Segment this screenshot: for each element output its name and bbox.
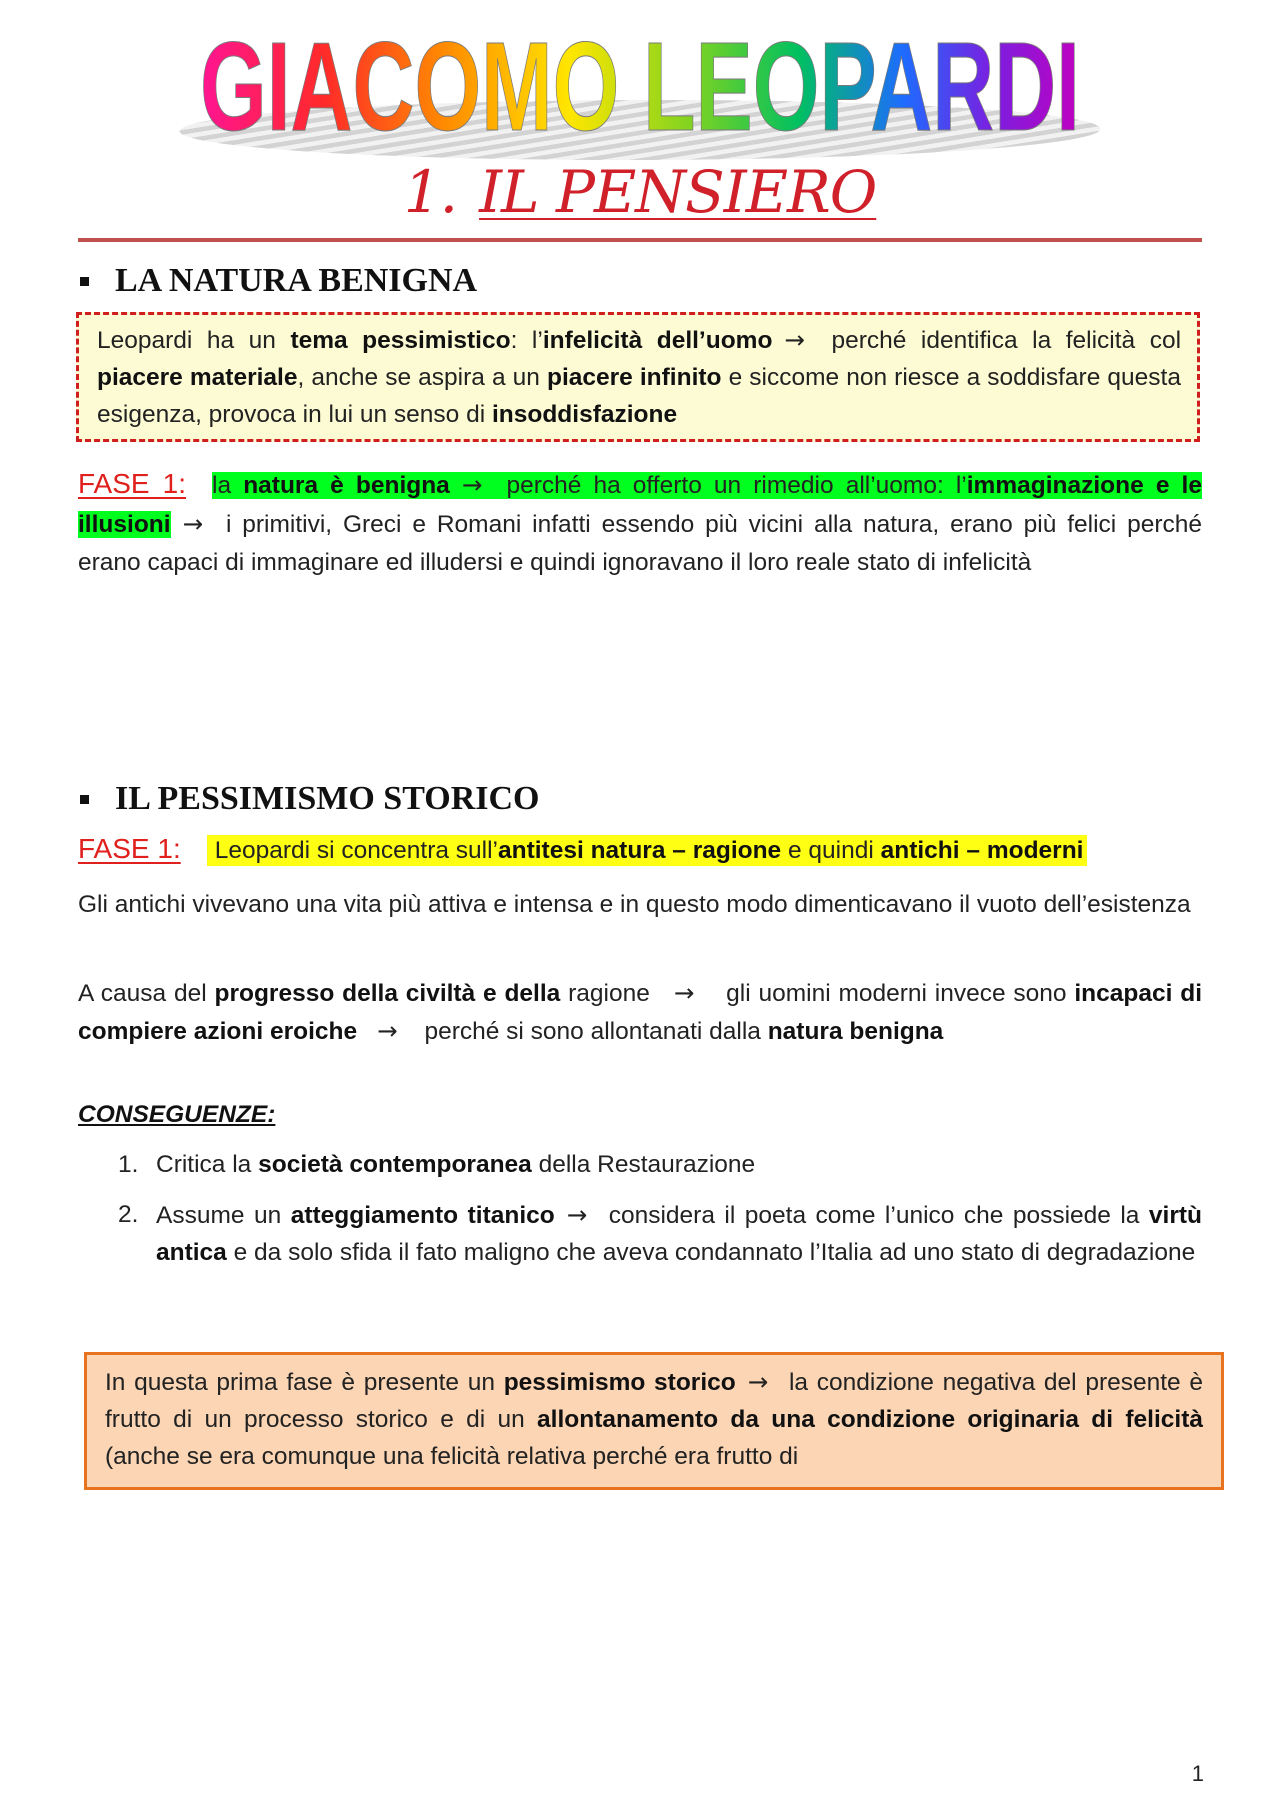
page-number: 1	[1191, 1761, 1204, 1786]
progresso-paragraph: A causa del progresso della civiltà e della ragione → gli uomini moderni invece sono incapaci di compiere azioni eroiche → perché si sono allontanati dalla natura benigna	[78, 978, 1203, 1045]
square-bullet-icon	[80, 277, 89, 286]
consequences-label: CONSEGUENZE:	[78, 1101, 276, 1128]
arrow-right-icon: →	[461, 470, 483, 499]
list-item: 2. Assume un atteggiamento titanico → considera il poeta come l’unico che possiede la virtù antica e da solo sfida il fato maligno che aveva condannato l’Italia ad uno stato di degradazione	[118, 1196, 1202, 1271]
title-banner	[0, 18, 1280, 158]
summary-paragraph: In questa prima fase è presente un pessimismo storico → la condizione negativa del presente è frutto di un processo storico e di un allontanamento da una condizione originaria di felicità (anche se era comunque una felicità relativa perché era frutto di	[105, 1367, 1203, 1470]
arrow-right-icon: →	[673, 978, 695, 1007]
chapter-heading	[0, 158, 1280, 226]
arrow-right-icon: →	[784, 325, 805, 354]
page-title: GIACOMO LEOPARDI	[200, 18, 1080, 157]
title-wordart	[0, 18, 1280, 158]
chapter-title: IL PENSIERO	[479, 158, 877, 226]
fase-label: FASE 1:	[78, 833, 181, 864]
section-heading-text: IL PESSIMISMO STORICO	[115, 780, 540, 817]
fase1-pessimismo-line	[78, 830, 1202, 869]
chapter-number: 1.	[403, 158, 458, 226]
title-divider	[78, 238, 1202, 242]
arrow-right-icon: →	[747, 1367, 769, 1396]
arrow-right-icon: →	[566, 1200, 588, 1229]
intro-callout-box	[76, 312, 1200, 442]
green-highlight: la natura è benigna → perché ha offerto un rimedio all’uomo: l’immaginazione e le illusioni	[78, 470, 1202, 538]
square-bullet-icon	[80, 795, 89, 804]
list-number: 2.	[118, 1201, 139, 1228]
arrow-right-icon: →	[182, 509, 204, 538]
summary-callout-box	[84, 1352, 1224, 1490]
antichi-paragraph: Gli antichi vivevano una vita più attiva e intensa e in questo modo dimenticavano il vuoto dell’esistenza	[78, 891, 1191, 918]
fase-label: FASE 1:	[78, 468, 187, 499]
section-heading-natura-benigna	[80, 262, 477, 300]
section-heading-pessimismo-storico	[80, 780, 540, 818]
section-heading-text: LA NATURA BENIGNA	[115, 262, 478, 299]
list-number: 1.	[118, 1151, 139, 1178]
list-item: 1. Critica la società contemporanea della Restaurazione	[118, 1146, 1202, 1183]
fase1-natura-paragraph: FASE 1: la natura è benigna → perché ha offerto un rimedio all’uomo: l’immaginazione e le illusioni → i primitivi, Greci e Romani infatti essendo più vicini alla natura, erano più felici perché erano capaci di immaginare ed illudersi e quindi ignoravano il loro reale stato di infelicità	[78, 468, 1202, 576]
yellow-highlight: Leopardi si concentra sull’antitesi natura – ragione e quindi antichi – moderni	[207, 835, 1088, 866]
arrow-right-icon: →	[377, 1016, 398, 1045]
intro-paragraph: Leopardi ha un tema pessimistico: l’infelicità dell’uomo → perché identifica la felicità col piacere materiale, anche se aspira a un piacere infinito e siccome non riesce a soddisfare questa esigenza, provoca in lui un senso di insoddisfazione	[97, 325, 1182, 428]
